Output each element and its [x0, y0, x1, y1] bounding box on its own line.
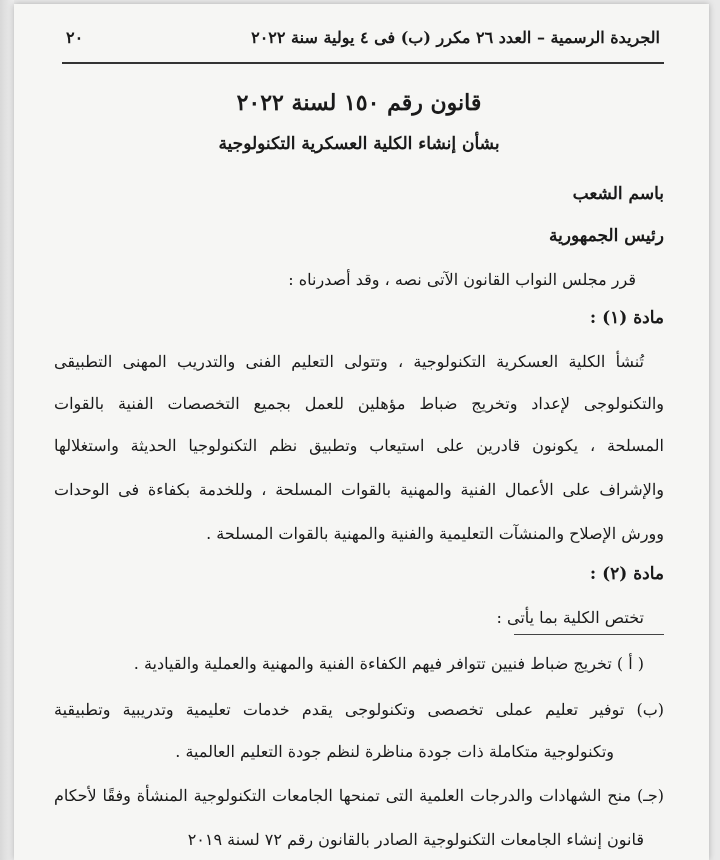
article-1-line: والتكنولوجى لإعداد وتخريج ضباط مؤهلين للعمل بجميع التخصصات الفنية بالقوات	[54, 394, 664, 413]
header-rule	[62, 62, 664, 64]
article-1-line: والإشراف على الأعمال الفنية والمهنية بالقوات المسلحة ، وللخدمة بكفاءة فى الوحدات	[54, 480, 664, 499]
running-header	[66, 28, 660, 47]
article-1-line: تُنشأ الكلية العسكرية التكنولوجية ، وتتولى التعليم الفنى والتدريب المهنى التطبيقى	[54, 352, 644, 371]
article-2-item-a: ( أ ) تخريج ضباط فنيين تتوافر فيهم الكفاءة الفنية والمهنية والعملية والقيادية .	[133, 654, 644, 673]
decree-text: قرر مجلس النواب القانون الآتى نصه ، وقد أصدرناه :	[288, 270, 636, 289]
article-2-intro: تختص الكلية بما يأتى :	[496, 608, 644, 627]
article-1-heading: مادة (١) :	[589, 308, 664, 328]
president-heading: رئيس الجمهورية	[548, 226, 664, 246]
article-1-line: وورش الإصلاح والمنشآت التعليمية والفنية والمهنية بالقوات المسلحة .	[206, 524, 664, 543]
law-title: قانون رقم ١٥٠ لسنة ٢٠٢٢	[236, 90, 482, 116]
intro-underline	[514, 634, 664, 635]
article-2-item-b: (ب) توفير تعليم عملى تخصصى وتكنولوجى يقدم خدمات تعليمية وتدريبية وتطبيقية	[54, 700, 664, 719]
gazette-page	[14, 4, 709, 860]
article-2-item-b: وتكنولوجية متكاملة ذات جودة مناظرة لنظم جودة التعليم العالمية .	[175, 742, 614, 761]
previous-page-edge	[0, 0, 14, 860]
article-2-item-c: قانون إنشاء الجامعات التكنولوجية الصادر بالقانون رقم ٧٢ لسنة ٢٠١٩	[187, 830, 644, 849]
law-subtitle: بشأن إنشاء الكلية العسكرية التكنولوجية	[218, 134, 500, 154]
in-name-of-people: باسم الشعب	[572, 184, 664, 204]
publication-info: الجريدة الرسمية – العدد ٢٦ مكرر (ب) فى ٤ يولية سنة ٢٠٢٢	[251, 28, 660, 47]
article-2-item-c: (جـ) منح الشهادات والدرجات العلمية التى تمنحها الجامعات التكنولوجية المنشأة وفقًا لأحكام	[54, 786, 665, 805]
article-1-line: المسلحة ، يكونون قادرين على استيعاب وتطبيق نظم التكنولوجيا الحديثة واستغلالها	[54, 436, 664, 455]
article-2-heading: مادة (٢) :	[589, 564, 664, 584]
page-number: ٢٠	[66, 28, 84, 47]
